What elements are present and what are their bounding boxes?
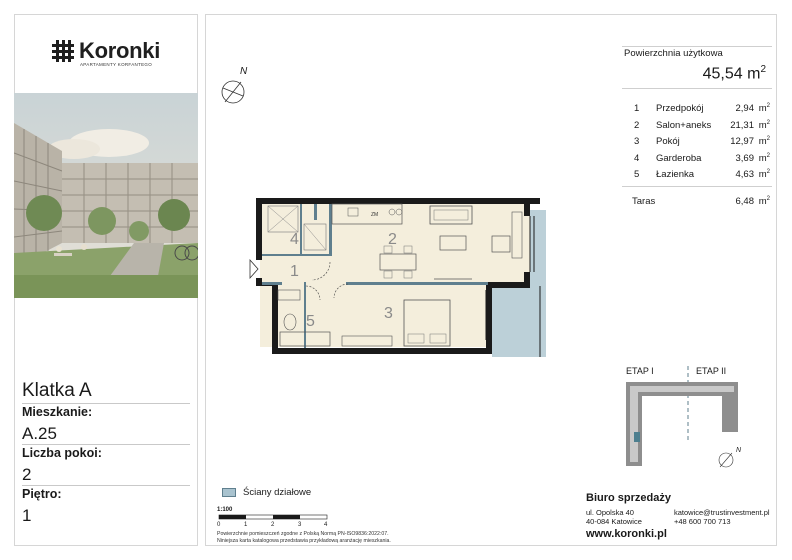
svg-text:ETAP I: ETAP I: [626, 366, 654, 376]
room-row: 1 Przedpokój 2,94 $m^2$: [634, 103, 770, 115]
room-areas-table: [624, 101, 772, 184]
room-row: 2 Salon+aneks 21,31 $m^2$: [634, 119, 770, 131]
divider: [22, 403, 190, 404]
room-row: 5 Łazienka 4,63 $m^2$: [634, 169, 770, 181]
usable-area-heading: Powierzchnia użytkowa: [624, 48, 723, 59]
svg-text:2: 2: [271, 522, 275, 528]
divider: [622, 88, 772, 89]
svg-text:ETAP II: ETAP II: [696, 366, 727, 376]
site-key-plan: [618, 362, 773, 477]
svg-text:N: N: [736, 447, 742, 454]
sales-email-link[interactable]: katowice@trustinvestment.pl: [674, 508, 770, 517]
svg-text:3: 3: [298, 522, 302, 528]
apartment-label: Mieszkanie:: [22, 405, 93, 419]
sales-street: ul. Opolska 40: [586, 508, 634, 517]
rooms-count-label: Liczba pokoi:: [22, 446, 102, 460]
svg-text:5: 5: [306, 313, 315, 330]
divider: [22, 485, 190, 486]
legend-partition-walls: Ściany działowe: [243, 487, 312, 498]
brand-logo: [52, 38, 172, 72]
scale-bar: [217, 505, 337, 529]
sales-phone[interactable]: +48 600 700 713: [674, 517, 731, 526]
footnote: Powierzchnie pomieszczeń zgodne z Polską Normą PN-ISO9836:2022:07. Niniejsza karta katalogowa przedstawia przykładową aranżację mieszkania.: [217, 531, 391, 544]
usable-area-total: 45,54 $m^2$: [702, 64, 766, 83]
brand-tagline: APARTAMENTY KORFANTEGO: [80, 62, 153, 67]
svg-text:N: N: [240, 66, 248, 77]
stairwell-title: Klatka A: [22, 380, 92, 401]
svg-text:1: 1: [244, 522, 248, 528]
apartment-floor-plan: [244, 190, 564, 362]
room-row: 3 Pokój 12,97 $m^2$: [634, 136, 770, 148]
apartment-number: A.25: [22, 424, 57, 443]
svg-text:0: 0: [217, 522, 221, 528]
room-row: 4 Garderoba 3,69 $m^2$: [634, 152, 770, 164]
koronki-logo-mark-icon: [52, 40, 74, 62]
svg-text:2: 2: [388, 231, 397, 248]
floor-label: Piętro:: [22, 487, 62, 501]
svg-text:1:100: 1:100: [217, 507, 233, 513]
svg-text:4: 4: [290, 231, 299, 248]
divider: [622, 186, 772, 187]
north-compass-icon: [220, 64, 250, 108]
partition-wall-swatch: [222, 488, 236, 497]
brand-name: Koronki: [79, 38, 161, 63]
svg-text:3: 3: [384, 305, 393, 322]
sales-city: 40-084 Katowice: [586, 517, 642, 526]
floor-value: 1: [22, 506, 32, 525]
estate-visualization-image: [14, 93, 198, 298]
svg-text:4: 4: [324, 522, 328, 528]
svg-text:1: 1: [290, 263, 299, 280]
rooms-count-value: 2: [22, 465, 32, 484]
divider: [622, 46, 772, 47]
website-link[interactable]: www.koronki.pl: [586, 528, 667, 540]
sales-office-title: Biuro sprzedaży: [586, 492, 671, 504]
terrace-row: Taras 6,48 $m^2$: [632, 196, 770, 208]
svg-text:ZM: ZM: [371, 212, 379, 218]
divider: [22, 444, 190, 445]
